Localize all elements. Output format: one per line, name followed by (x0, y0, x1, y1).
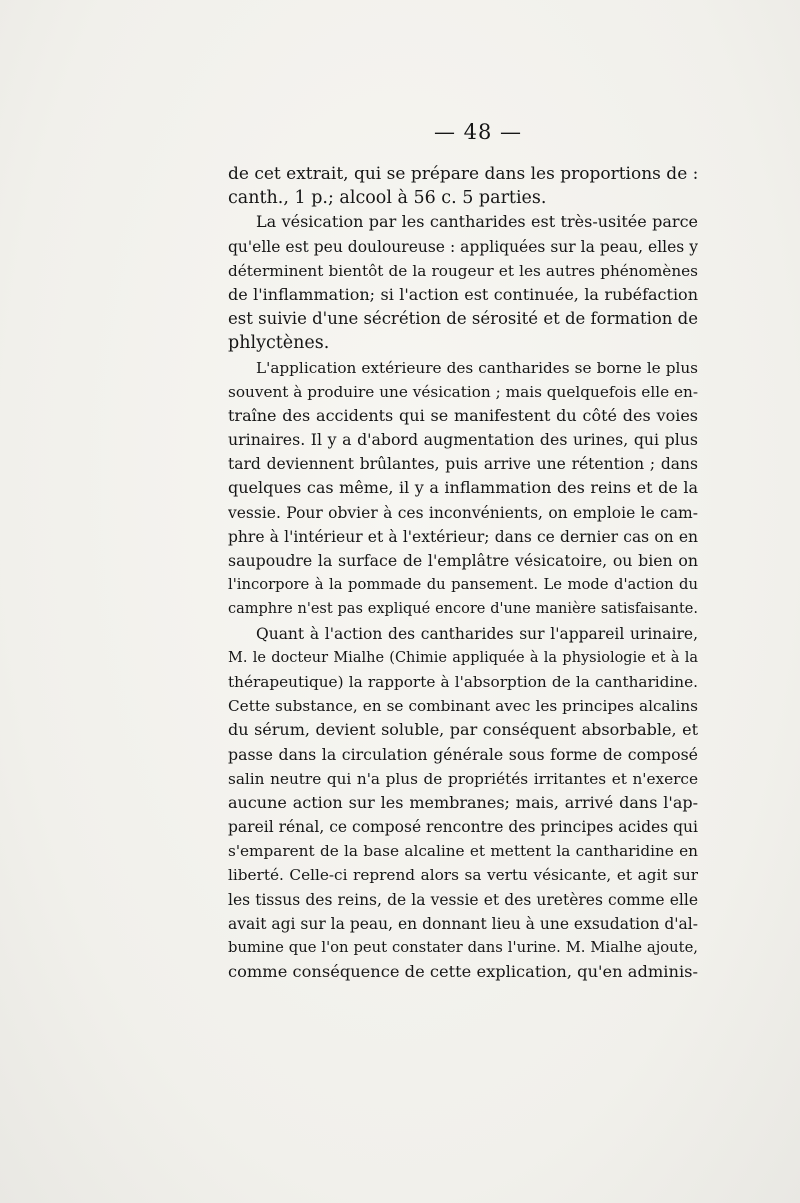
text-line: salin neutre qui n'a plus de propriétés irritantes et n'exerce (228, 769, 698, 788)
text-line: saupoudre la surface de l'emplâtre vésicatoire, ou bien on (228, 551, 698, 570)
text-line: canth., 1 p.; alcool à 56 c. 5 parties. (228, 188, 547, 209)
text-line: La vésication par les cantharides est très-usitée parce (256, 212, 698, 232)
text-line: déterminent bientôt de la rougeur et les autres phénomènes (228, 261, 698, 280)
page-number: — 48 — (433, 120, 523, 144)
text-line: phre à l'intérieur et à l'extérieur; dans ce dernier cas on en (228, 527, 698, 546)
text-line: phlyctènes. (228, 333, 330, 354)
text-line: de l'inflammation; si l'action est continuée, la rubéfaction (228, 284, 698, 304)
text-line: passe dans la circulation générale sous forme de composé (228, 744, 698, 764)
text-line: Cette substance, en se combinant avec les principes alcalins (228, 697, 698, 716)
text-line: comme conséquence de cette explication, qu'en adminis- (228, 962, 698, 982)
text-line: aucune action sur les membranes; mais, arrivé dans l'ap- (228, 792, 698, 812)
text-line: tard deviennent brûlantes, puis arrive une rétention ; dans (228, 455, 698, 474)
text-line: liberté. Celle-ci reprend alors sa vertu vésicante, et agit sur (228, 866, 698, 885)
body-text (228, 162, 698, 984)
text-line: thérapeutique) la rapporte à l'absorption de la cantharidine. (228, 672, 698, 691)
text-line: avait agi sur la peau, en donnant lieu à une exsudation d'al- (228, 914, 698, 933)
text-line: est suivie d'une sécrétion de sérosité et de formation de (228, 309, 698, 329)
text-line: l'incorpore à la pommade du pansement. Le mode d'action du (228, 576, 698, 594)
text-line: traîne des accidents qui se manifestent du côté des voies (228, 405, 698, 425)
text-line: bumine que l'on peut constater dans l'urine. M. Mialhe ajoute, (228, 939, 698, 956)
text-line: s'emparent de la base alcaline et mettent la cantharidine en (228, 842, 698, 861)
text-line: quelques cas même, il y a inflammation des reins et de la (228, 478, 698, 498)
text-line: vessie. Pour obvier à ces inconvénients, on emploie le cam- (228, 503, 698, 522)
text-line: pareil rénal, ce composé rencontre des principes acides qui (228, 818, 698, 837)
text-line: M. le docteur Mialhe (Chimie appliquée à la physiologie et à la (228, 649, 698, 666)
text-line: Quant à l'action des cantharides sur l'appareil urinaire, (256, 624, 698, 643)
text-line: urinaires. Il y a d'abord augmentation des urines, qui plus (228, 430, 698, 450)
text-line: souvent à produire une vésication ; mais quelquefois elle en- (228, 382, 698, 401)
text-line: du sérum, devient soluble, par conséquent absorbable, et (228, 720, 698, 740)
text-line: les tissus des reins, de la vessie et des uretères comme elle (228, 890, 698, 909)
text-line: L'application extérieure des cantharides se borne le plus (256, 358, 698, 377)
text-line: qu'elle est peu douloureuse : appliquées sur la peau, elles y (228, 237, 698, 256)
text-line: camphre n'est pas expliqué encore d'une manière satisfaisante. (228, 601, 698, 618)
text-line: de cet extrait, qui se prépare dans les proportions de : (228, 164, 698, 184)
